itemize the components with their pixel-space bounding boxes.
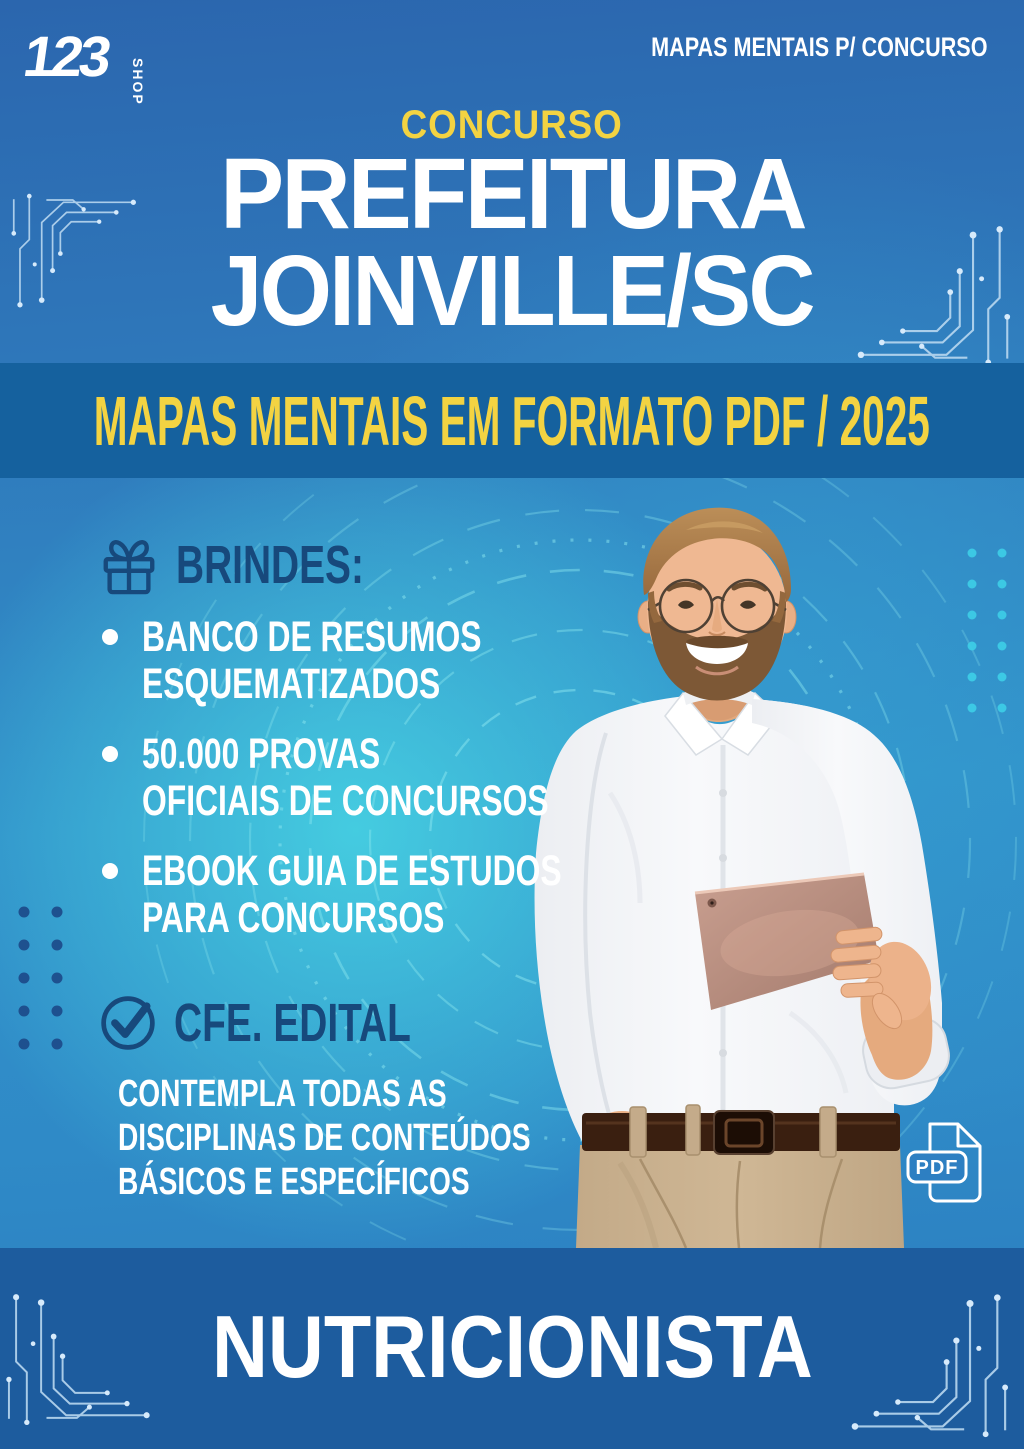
benefits-heading: BRINDES:: [98, 534, 437, 596]
edital-description: CONTEMPLA TODAS AS DISCIPLINAS DE CONTEÚDOS BÁSICOS E ESPECÍFICOS: [118, 1073, 531, 1203]
footer-banner: [0, 1248, 1024, 1449]
brand-logo-sub: SHOP: [130, 58, 146, 106]
format-banner: [0, 363, 1024, 478]
title-kicker: CONCURSO: [400, 103, 624, 147]
bullet-dot: [102, 629, 118, 645]
bullet-dot: [102, 863, 118, 879]
title-line-2: JOINVILLE/SC: [210, 235, 814, 347]
header-tagline: MAPAS MENTAIS P/ CONCURSO: [651, 32, 988, 62]
dots-grid-right: [962, 544, 1014, 716]
brand-logo: [19, 24, 146, 106]
list-item: EBOOK GUIA DE ESTUDOS PARA CONCURSOS: [98, 848, 709, 942]
format-banner-text: MAPAS MENTAIS EM FORMATO PDF / 2025: [93, 381, 931, 460]
brand-logo-number: 123: [19, 25, 112, 89]
list-item: 50.000 PROVAS OFICIAIS DE CONCURSOS: [98, 731, 709, 825]
edital-heading: CFE. EDITAL: [98, 992, 503, 1054]
bullet-dot: [102, 746, 118, 762]
dots-grid-left: [16, 902, 82, 1062]
benefits-list: [98, 614, 709, 965]
list-item: BANCO DE RESUMOS ESQUEMATIZADOS: [98, 614, 709, 708]
job-role-title: NUTRICIONISTA: [211, 1297, 813, 1396]
title-line-1: PREFEITURA: [219, 138, 805, 250]
pdf-file-icon: [900, 1116, 992, 1208]
svg-text:PDF: PDF: [915, 1157, 959, 1179]
gift-icon: [98, 534, 160, 596]
page-title: [0, 138, 1024, 347]
check-circle-icon: [98, 993, 158, 1053]
